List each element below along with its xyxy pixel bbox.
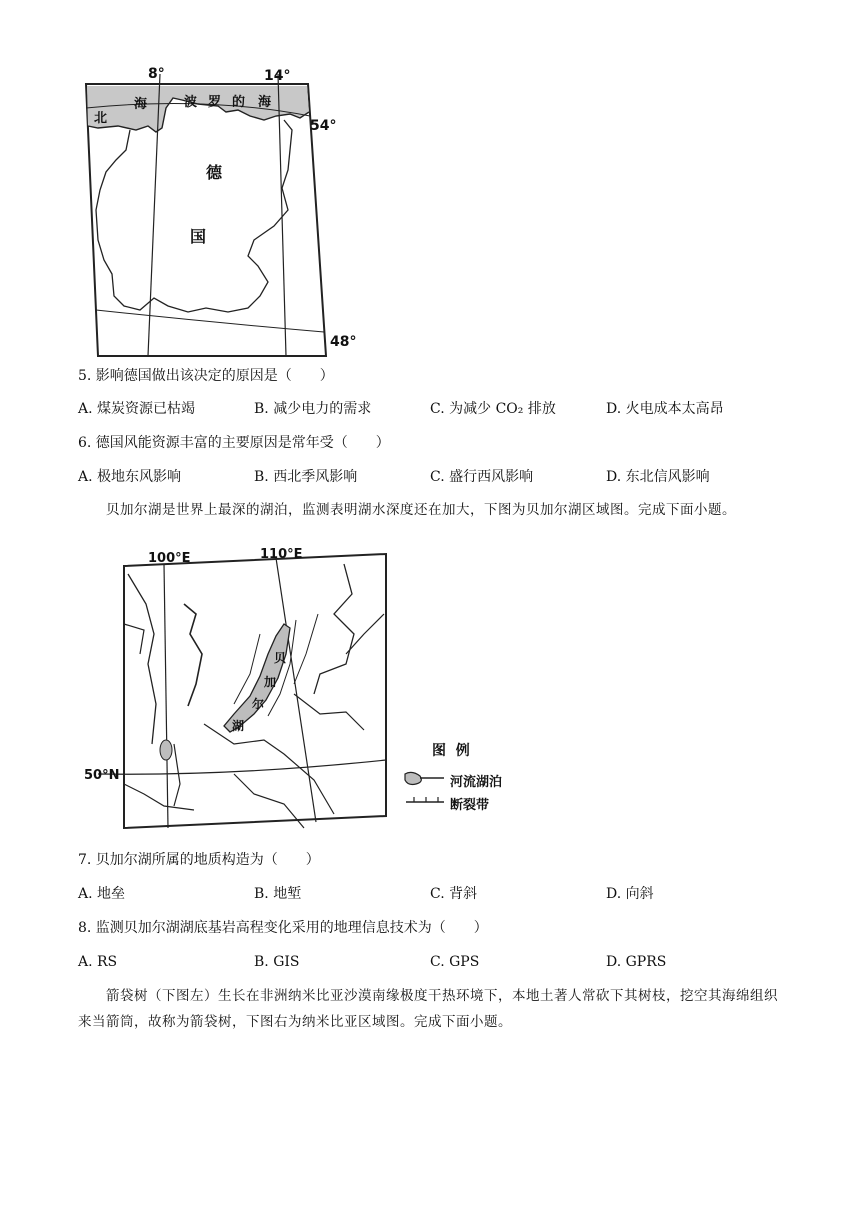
question-6-option-d: D. 东北信风影响 bbox=[606, 469, 710, 485]
lake-char: 尔 bbox=[252, 697, 265, 711]
question-7-option-d: D. 向斜 bbox=[606, 886, 654, 902]
question-8-option-a: A. RS bbox=[78, 954, 118, 970]
sea-char: 罗 bbox=[208, 95, 222, 110]
lon-label-100e: 100°E bbox=[148, 551, 191, 566]
lat-label-50n: 50°N bbox=[84, 768, 120, 783]
question-8-stem: 8. 监测贝加尔湖湖底基岩高程变化采用的地理信息技术为（ ） bbox=[78, 920, 488, 936]
question-8-option-d: D. GPRS bbox=[606, 954, 667, 970]
sea-char: 的 bbox=[232, 95, 246, 110]
legend-title: 图 例 bbox=[432, 743, 470, 759]
question-5-option-b: B. 减少电力的需求 bbox=[254, 401, 372, 417]
question-6-option-b: B. 西北季风影响 bbox=[254, 469, 358, 485]
lat-label-48: 48° bbox=[330, 334, 357, 350]
question-7-option-c: C. 背斜 bbox=[430, 886, 478, 902]
sea-char: 海 bbox=[134, 97, 148, 112]
sea-char: 北 bbox=[94, 111, 108, 126]
question-8-option-b: B. GIS bbox=[254, 954, 300, 970]
question-6-option-c: C. 盛行西风影响 bbox=[430, 469, 534, 485]
question-7-stem: 7. 贝加尔湖所属的地质构造为（ ） bbox=[78, 852, 320, 868]
legend-item-fault-zone: 断裂带 bbox=[450, 798, 490, 813]
question-7-option-b: B. 地堑 bbox=[254, 886, 302, 902]
lon-label-14: 14° bbox=[264, 68, 291, 84]
baikal-legend bbox=[402, 736, 542, 816]
baikal-map bbox=[84, 544, 394, 834]
question-6-stem: 6. 德国风能资源丰富的主要原因是常年受（ ） bbox=[78, 435, 390, 451]
question-6-option-a: A. 极地东风影响 bbox=[78, 469, 182, 485]
country-char: 德 bbox=[206, 163, 223, 182]
river-lake-legend-icon bbox=[402, 770, 446, 788]
lat-label-54: 54° bbox=[310, 118, 337, 134]
question-5-stem: 5. 影响德国做出该决定的原因是（ ） bbox=[78, 368, 334, 384]
lake-char: 加 bbox=[264, 675, 277, 689]
question-5-option-a: A. 煤炭资源已枯竭 bbox=[78, 401, 196, 417]
country-char: 国 bbox=[190, 227, 207, 246]
question-8-option-c: C. GPS bbox=[430, 954, 480, 970]
sea-char: 海 bbox=[258, 95, 272, 110]
baikal-intro-paragraph: 贝加尔湖是世界上最深的湖泊，监测表明湖水深度还在加大，下图为贝加尔湖区域图。完成下面小题。 bbox=[106, 502, 736, 518]
arrow-tree-intro-paragraph: 箭袋树（下图左）生长在非洲纳米比亚沙漠南缘极度干热环境下，本地土著人常砍下其树枝，挖空其海绵组织来当箭筒，故称为箭袋树，下图右为纳米比亚区域图。完成下面小题。 bbox=[78, 988, 778, 1030]
question-5-option-d: D. 火电成本太高昂 bbox=[606, 401, 724, 417]
lon-14-line bbox=[278, 74, 286, 356]
question-5-option-c: C. 为减少 CO₂ 排放 bbox=[430, 401, 556, 417]
germany-map bbox=[78, 60, 368, 360]
lake-char: 贝 bbox=[274, 651, 287, 665]
legend-item-river-lake: 河流湖泊 bbox=[450, 775, 503, 790]
lon-label-110e: 110°E bbox=[260, 547, 303, 562]
lake-char: 湖 bbox=[232, 719, 245, 733]
sea-char: 波 bbox=[184, 95, 198, 110]
lon-label-8: 8° bbox=[148, 66, 165, 82]
question-7-option-a: A. 地垒 bbox=[78, 886, 126, 902]
fault-zone-legend-icon bbox=[404, 796, 448, 810]
